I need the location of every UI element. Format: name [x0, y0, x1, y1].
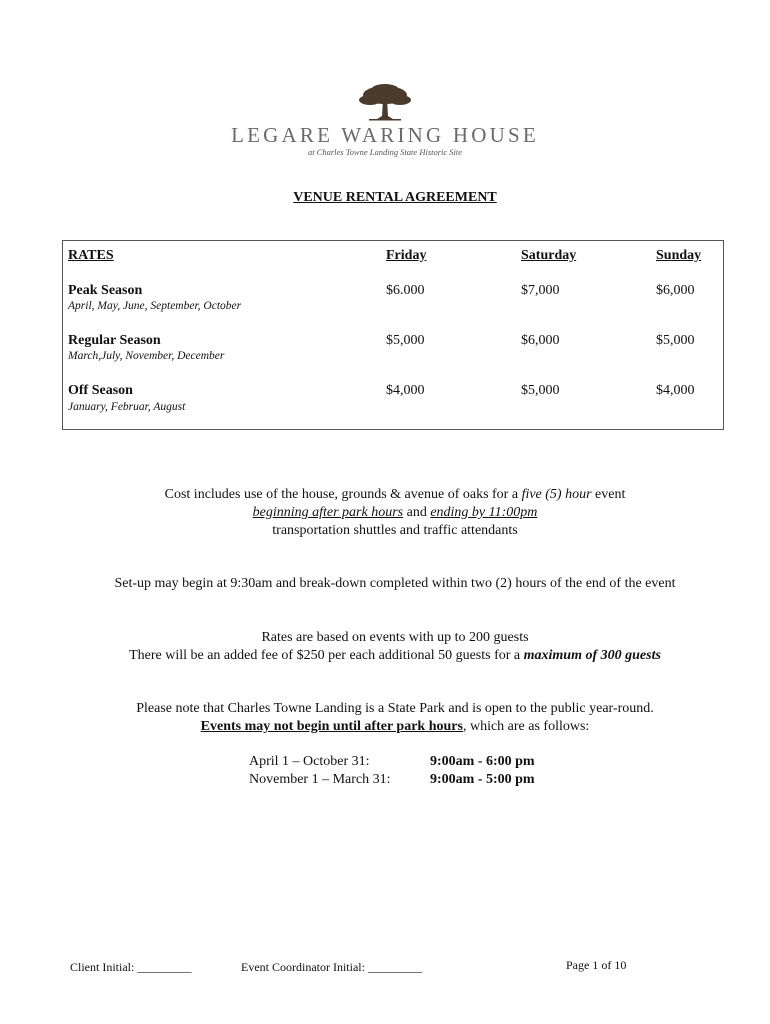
- guests-line-2: [0, 647, 770, 665]
- season-regular-months: March,July, November, December: [68, 350, 225, 362]
- col-saturday: Saturday: [521, 248, 577, 263]
- cost-end-by-time: ending by 11:00pm: [430, 505, 538, 520]
- price-off-friday: $4,000: [386, 383, 425, 398]
- price-peak-friday: $6.000: [386, 283, 425, 298]
- cost-line-1-post: event: [591, 487, 626, 502]
- price-regular-friday: $5,000: [386, 333, 425, 348]
- venue-logo: [0, 82, 770, 157]
- cost-line-1-pre: Cost includes use of the house, grounds & avenue of oaks for a: [164, 487, 522, 502]
- park-line-2: [0, 718, 770, 736]
- coordinator-initial-field: Event Coordinator Initial: _________: [241, 960, 422, 974]
- rates-header: RATES: [68, 248, 114, 263]
- guests-line-1: Rates are based on events with up to 200 guests: [261, 630, 529, 645]
- setup-text: Set-up may begin at 9:30am and break-down completed within two (2) hours of the end of the event: [114, 576, 676, 591]
- price-regular-saturday: $6,000: [521, 333, 560, 348]
- park-hours-warning: Events may not begin until after park hours: [200, 719, 463, 734]
- price-peak-sunday: $6,000: [656, 283, 695, 298]
- guests-line-2-pre: There will be an added fee of $250 per each additional 50 guests for a: [129, 648, 524, 663]
- col-friday: Friday: [386, 248, 427, 263]
- season-peak-name: Peak Season: [68, 283, 143, 298]
- season-regular-name: Regular Season: [68, 333, 161, 348]
- logo-wordmark: LEGARE WARING HOUSE: [231, 123, 539, 147]
- season-off-months: January, Februar, August: [68, 401, 186, 413]
- col-sunday: Sunday: [656, 248, 702, 263]
- price-off-saturday: $5,000: [521, 383, 560, 398]
- park-line-1: Please note that Charles Towne Landing is a State Park and is open to the public year-round.: [136, 701, 654, 716]
- logo-subtitle: at Charles Towne Landing State Historic Site: [307, 147, 463, 157]
- cost-line-2: [0, 504, 770, 522]
- cost-line-1-emphasis: five (5) hour: [521, 487, 592, 502]
- client-initial-field: Client Initial: _________: [70, 960, 192, 974]
- guests-maximum: maximum of 300 guests: [523, 648, 661, 663]
- page-number: Page 1 of 10: [566, 958, 627, 972]
- cost-line-1: [0, 486, 770, 504]
- document-title: VENUE RENTAL AGREEMENT: [293, 190, 497, 205]
- hours-winter-time: 9:00am - 5:00 pm: [430, 772, 535, 787]
- cost-line-3: transportation shuttles and traffic attendants: [272, 523, 518, 538]
- oak-tree-icon: [355, 82, 415, 122]
- hours-summer-time: 9:00am - 6:00 pm: [430, 754, 535, 769]
- hours-winter-label: November 1 – March 31:: [249, 772, 391, 787]
- rates-table: [62, 240, 724, 430]
- season-off-name: Off Season: [68, 383, 133, 398]
- price-regular-sunday: $5,000: [656, 333, 695, 348]
- season-peak-months: April, May, June, September, October: [68, 300, 242, 312]
- cost-line-2-and: and: [403, 505, 431, 520]
- cost-begin-after-park-hours: beginning after park hours: [252, 505, 404, 520]
- park-line-2-post: , which are as follows:: [462, 719, 590, 734]
- price-peak-saturday: $7,000: [521, 283, 560, 298]
- hours-summer-label: April 1 – October 31:: [249, 754, 370, 769]
- price-off-sunday: $4,000: [656, 383, 695, 398]
